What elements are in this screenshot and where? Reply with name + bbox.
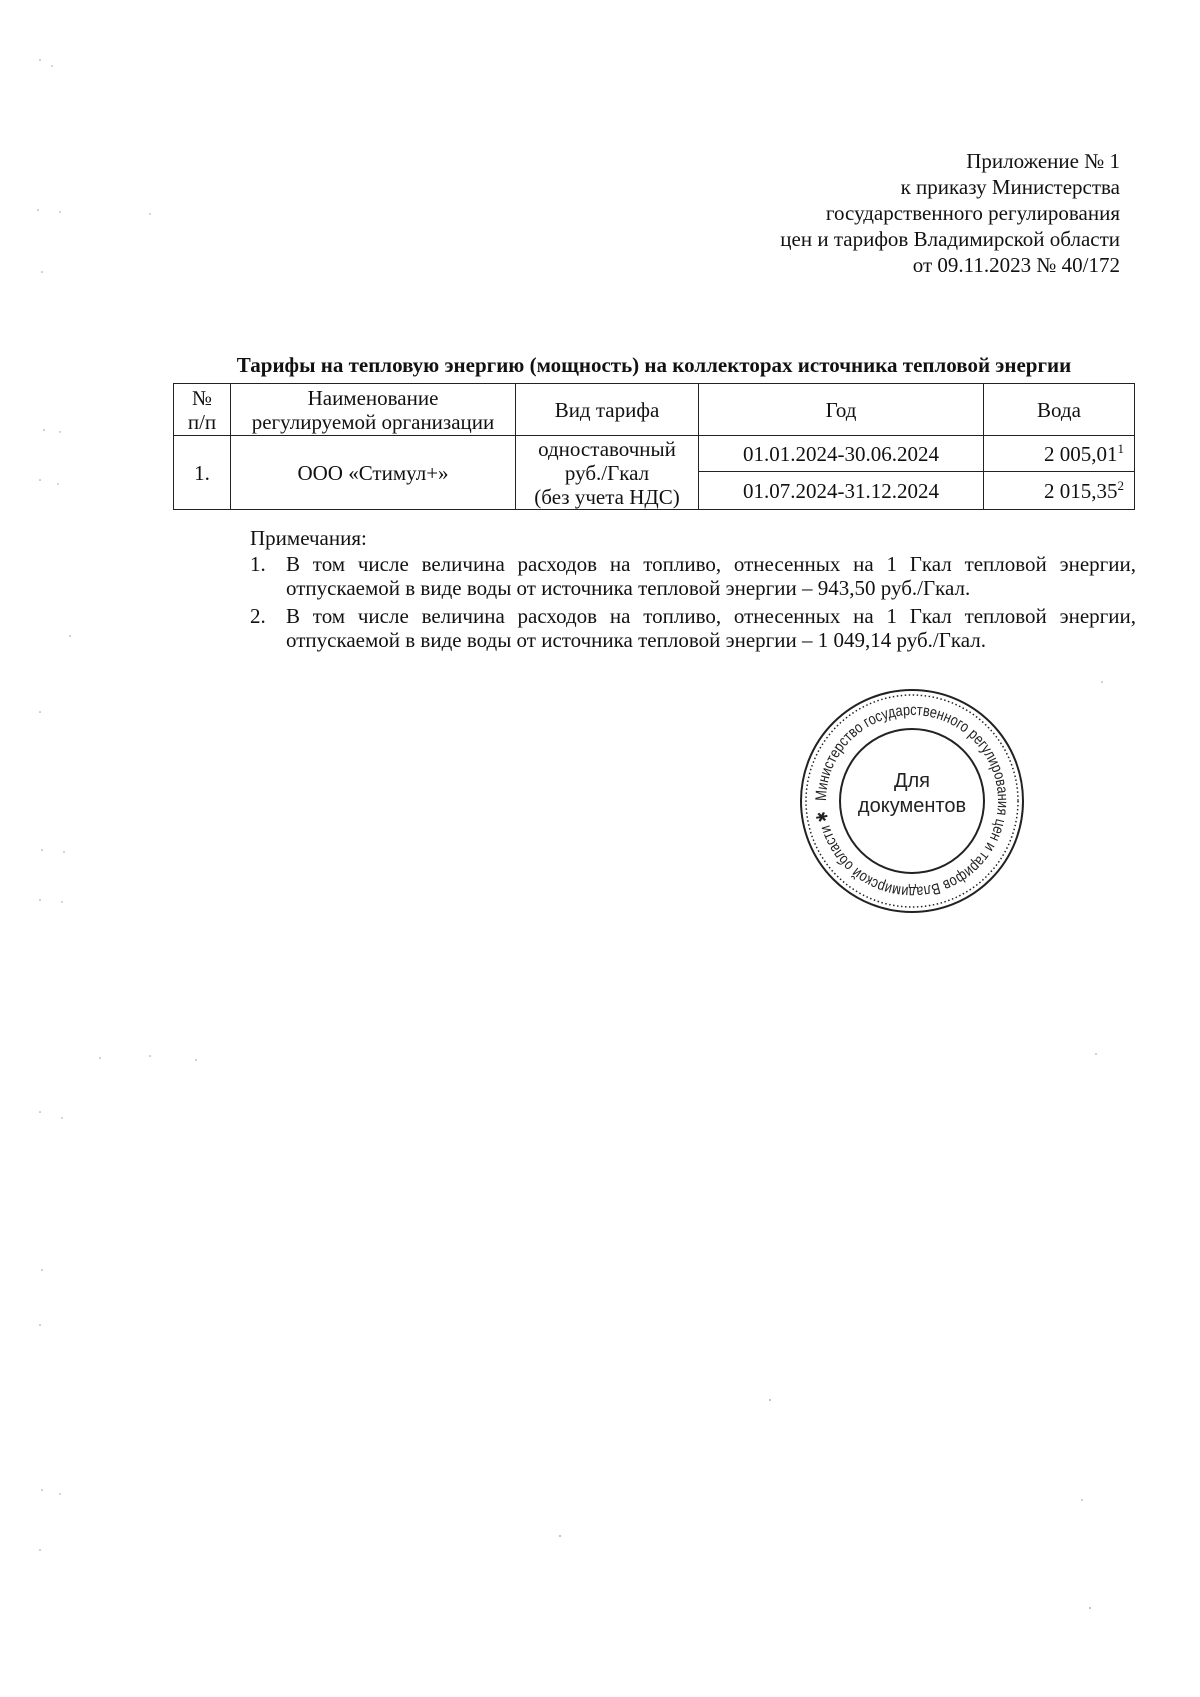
tariff-type-line1: одноставочный	[538, 436, 676, 461]
note-text: В том числе величина расходов на топливо, отнесенных на 1 Гкал тепловой энергии, отпускаемой в виде воды от источника тепловой энергии – 1 049,14 руб./Гкал.	[286, 604, 1136, 652]
appendix-number: Приложение № 1	[966, 149, 1120, 173]
header-no-line1: №	[191, 385, 213, 410]
row-organization: ООО «Стимул+»	[231, 436, 516, 510]
period-2-value: 2 015,35	[1044, 478, 1118, 503]
notes-heading: Примечания:	[250, 526, 367, 550]
period-1-footnote-ref: 1	[1117, 440, 1124, 456]
period-1-value: 2 005,01	[1044, 441, 1118, 466]
stamp-center-line2: документов	[857, 795, 967, 817]
note-number: 2.	[250, 604, 266, 628]
document-title: Тарифы на тепловую энергию (мощность) на коллекторах источника тепловой энергии	[236, 353, 1072, 377]
note-number: 1.	[250, 552, 266, 576]
stamp-center-line1: Для	[893, 770, 931, 792]
period-2-year: 01.07.2024-31.12.2024	[699, 472, 984, 510]
tariff-type-line2: руб./Гкал	[564, 460, 650, 485]
order-date-number: от 09.11.2023 № 40/172	[912, 253, 1120, 277]
header-year: Год	[699, 384, 984, 436]
period-1-year: 01.01.2024-30.06.2024	[699, 436, 984, 472]
header-org-line1: Наименование	[307, 385, 439, 410]
header-water: Вода	[984, 384, 1135, 436]
ministry-name-line2: цен и тарифов Владимирской области	[780, 227, 1120, 251]
header-no-line2: п/п	[187, 409, 217, 434]
note-text: В том числе величина расходов на топливо, отнесенных на 1 Гкал тепловой энергии, отпускаемой в виде воды от источника тепловой энергии – 943,50 руб./Гкал.	[286, 552, 1136, 600]
stamp-ring-text: Министерство государственного регулирования цен и тарифов Владимирской области ✱	[812, 701, 1012, 901]
header-tariff-type: Вид тарифа	[516, 384, 699, 436]
order-reference: к приказу Министерства	[900, 175, 1120, 199]
period-2-footnote-ref: 2	[1117, 477, 1124, 493]
row-number: 1.	[174, 436, 231, 510]
header-org-line2: регулируемой организации	[251, 409, 495, 434]
tariff-type-line3: (без учета НДС)	[534, 484, 680, 509]
ministry-name-line1: государственного регулирования	[825, 201, 1120, 225]
